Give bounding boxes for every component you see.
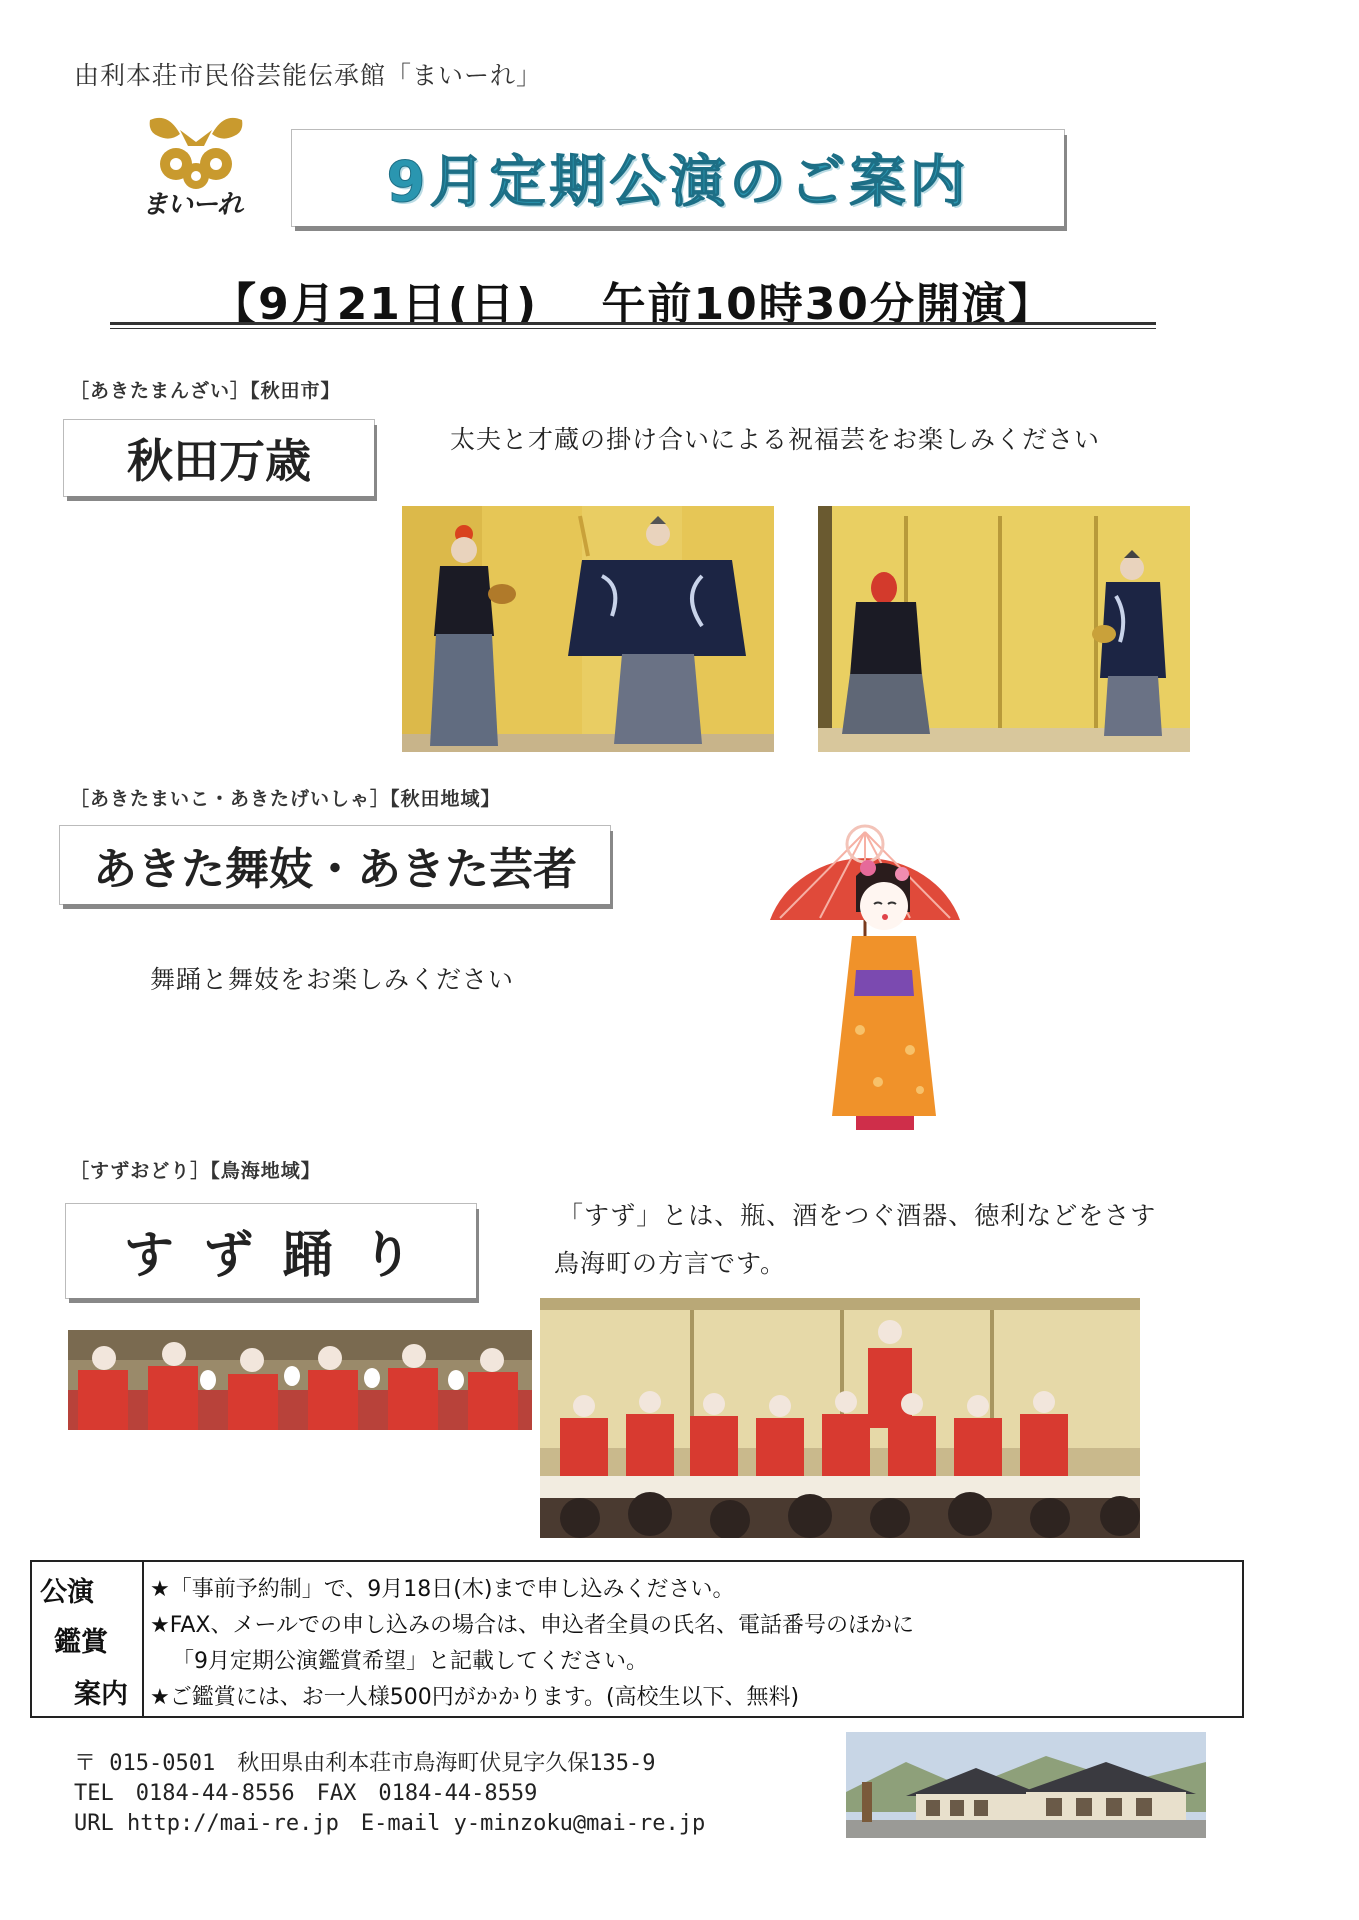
page-title: 9月定期公演のご案内	[386, 150, 970, 215]
program-3-reading: ［すずおどり］【鳥海地域】	[70, 1160, 321, 1182]
date-underline	[110, 322, 1156, 325]
info-line-1: ★「事前予約制」で、9月18日(木)まで申し込みください。	[150, 1577, 735, 1602]
date-underline-thin	[110, 328, 1156, 329]
program-1-name: 秋田万歳	[127, 434, 311, 488]
venue-name: 由利本荘市民俗芸能伝承館「まいーれ」	[74, 61, 543, 90]
program-1-description: 太夫と才蔵の掛け合いによる祝福芸をお楽しみください	[450, 425, 1101, 454]
maiko-illustration	[760, 820, 980, 1150]
logo-text: まいーれ	[142, 190, 243, 220]
program-1-reading: ［あきたまんざい］【秋田市】	[70, 380, 341, 402]
program-1-name-box	[64, 420, 374, 496]
info-line-4: ★ご鑑賞には、お一人様500円がかかります。(高校生以下、無料)	[150, 1685, 800, 1710]
info-line-3: 「9月定期公演鑑賞希望」と記載してください。	[172, 1649, 648, 1674]
program-3-name: す ず 踊 り	[123, 1226, 419, 1284]
program-2-name-box	[60, 826, 610, 904]
title-box	[292, 130, 1064, 226]
info-head-3: 案内	[74, 1679, 128, 1710]
info-head-1: 公演	[40, 1577, 94, 1608]
program-3-name-box	[66, 1204, 476, 1298]
footer-phone: TEL 0184-44-8556 FAX 0184-44-8559	[74, 1781, 538, 1806]
program-2-reading: ［あきたまいこ・あきたげいしゃ］【秋田地域】	[70, 788, 501, 810]
info-line-2: ★FAX、メールでの申し込みの場合は、申込者全員の氏名、電話番号のほかに	[150, 1613, 915, 1638]
program-3-description-1: 「すず」とは、瓶、酒をつぐ酒器、徳利などをさす	[558, 1201, 1157, 1230]
suzu-odori-photo-2	[540, 1298, 1140, 1538]
program-3-description-2: 鳥海町の方言です。	[554, 1249, 787, 1278]
info-head-2: 鑑賞	[54, 1627, 108, 1658]
manzai-photo-1	[402, 506, 774, 752]
building-photo	[846, 1732, 1206, 1838]
footer-web: URL http://mai-re.jp E-mail y-minzoku@mai-re.jp	[74, 1811, 706, 1836]
program-2-description: 舞踊と舞妓をお楽しみください	[150, 965, 515, 994]
suzu-odori-photo-1	[68, 1330, 532, 1430]
program-2-name: あきた舞妓・あきた芸者	[93, 844, 577, 895]
manzai-photo-2	[818, 506, 1190, 752]
info-table-header	[32, 1562, 144, 1716]
performance-date: 【9月21日(日) 午前10時30分開演】	[212, 279, 1054, 330]
footer-address: 〒 015-0501 秋田県由利本荘市鳥海町伏見字久保135-9	[74, 1751, 656, 1776]
info-table	[30, 1560, 1244, 1718]
